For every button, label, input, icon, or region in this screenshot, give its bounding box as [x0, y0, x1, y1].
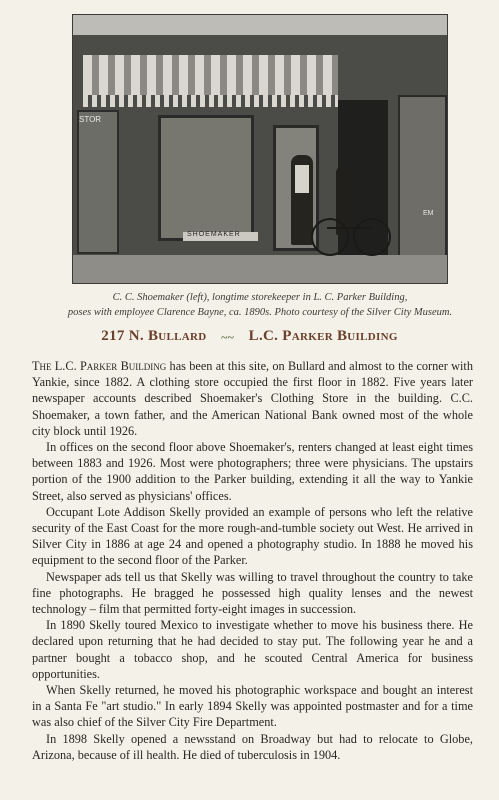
paragraph-1	[32, 358, 473, 439]
photo-window-right	[398, 95, 447, 259]
photo-sign2-text: EM	[423, 210, 434, 217]
ornament-separator: ~~	[221, 329, 235, 344]
photo-bicycle-wheel-front	[311, 218, 349, 256]
photo-shirt	[295, 165, 309, 193]
section-heading	[0, 328, 499, 345]
article-body	[32, 358, 473, 763]
paragraph-6: When Skelly returned, he moved his photographic workspace and bought an interest in a Santa Fe "art studio." In early 1894 Skelly was appointed postmaster and for a time was also chief of the Silver City Fire Department.	[32, 683, 473, 730]
heading-address: 217 N. Bullard	[101, 328, 207, 344]
photo-person-shoemaker	[291, 155, 313, 245]
historic-photo	[72, 14, 448, 284]
paragraph-7: In 1898 Skelly opened a newsstand on Broadway but had to relocate to Globe, Arizona, because of ill health. He died of tuberculosis in 1904.	[32, 731, 473, 762]
photo-bicycle-wheel-rear	[353, 218, 391, 256]
heading-building: L.C. Parker Building	[248, 328, 398, 344]
photo-window-left	[77, 110, 119, 254]
paragraph-1-text: has been at this site, on Bullard and almost to the corner with Yankie, since 1882. A clothing store occupied the first floor in 1882. Five years later newspaper accounts described Shoemaker's Clothing Store in the building. C.C. Shoemaker, a town father, and the American National Bank owned most of the whole city block until 1926.	[32, 359, 473, 438]
photo-awning	[83, 55, 338, 95]
paragraph-2: In offices on the second floor above Shoemaker's, renters changed at least eight times between 1883 and 1926. Most were photographers; three were physicians. The upstairs portion of the 1900 addition to the Parker building, extending it all the way to Yankie Street, also served as physicians' offices.	[32, 440, 473, 503]
photo-awning-fringe	[83, 95, 338, 107]
paragraph-5: In 1890 Skelly toured Mexico to investigate whether to move his business there. He declared upon returning that he had decided to stay put. The following year he and a partner bought a tobacco shop, and he scouted Central America for business opportunities.	[32, 618, 473, 681]
photo-bicycle-frame	[327, 227, 371, 229]
paragraph-4: Newspaper ads tell us that Skelly was willing to travel throughout the country to take fine photographs. He bragged he possessed high quality lenses and the newest technology – film that permitted forty-eight images in succession.	[32, 569, 473, 617]
photo-sky	[73, 15, 447, 35]
photo-sign-text: SHOEMAKER	[187, 231, 241, 238]
caption-line-1: C. C. Shoemaker (left), longtime storekeeper in L. C. Parker Building,	[112, 292, 408, 303]
paragraph-1-lead: The L.C. Parker Building	[32, 359, 167, 373]
caption-line-2: poses with employee Clarence Bayne, ca. 1890s. Photo courtesy of the Silver City Museum.	[67, 307, 453, 318]
photo-caption	[60, 290, 460, 320]
photo-sidewalk	[73, 255, 447, 283]
photo-display-window	[158, 115, 254, 241]
photo-store-text: STOR	[79, 115, 102, 124]
paragraph-3: Occupant Lote Addison Skelly provided an example of persons who left the relative security of the East Coast for the more rough-and-tumble society out West. He arrived in Silver City in 1886 at age 24 and opened a photography studio. In 1888 he moved his equipment to the second floor of the Parker.	[32, 504, 473, 568]
